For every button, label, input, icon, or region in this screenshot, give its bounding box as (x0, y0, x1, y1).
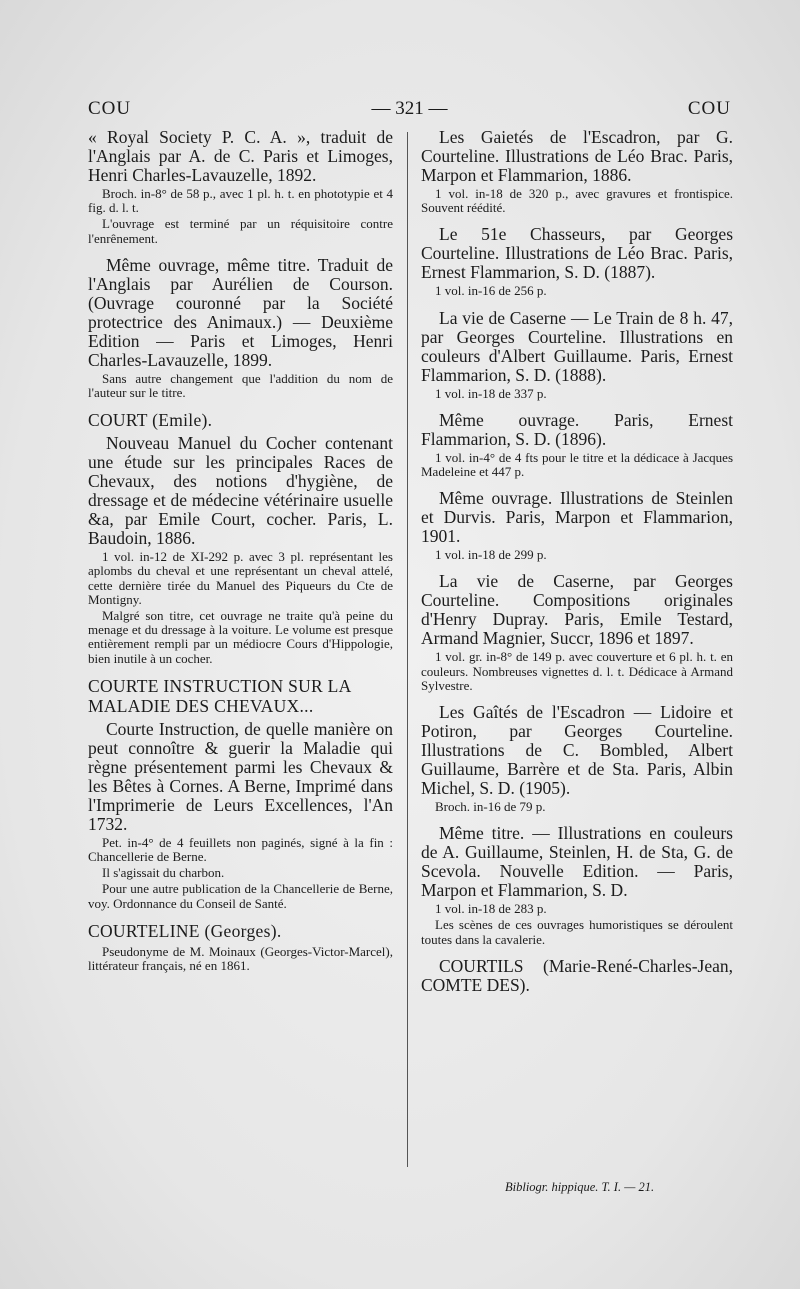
right-column (421, 128, 733, 1005)
entry-note: 1 vol. gr. in-8° de 149 p. avec couverture et 6 pl. h. t. en couleurs. Nombreuses vignettes d. l. t. Dédicace à Armand Sylvestre. (421, 649, 733, 693)
entry-text: Les Gaîtés de l'Escadron — Lidoire et Potiron, par Georges Courteline. Illustrations de C. Bombled, Albert Guillaume, Barrère et de Sta. Paris, Albin Michel, S. D. (1905). (421, 702, 733, 799)
entry-vie-de-caserne-train (421, 309, 733, 401)
entry-gaietes-1886 (421, 128, 733, 215)
entry-51e-chasseurs (421, 225, 733, 298)
entry-text: Le 51e Chasseurs, par Georges Courteline. Illustrations de Léo Brac. Paris, Ernest Flammarion, S. D. (1887). (421, 224, 733, 283)
entry-courteline (88, 921, 393, 973)
entry-courte-instruction (88, 676, 393, 911)
author-heading: COURTILS (Marie-René-Charles-Jean, COMTE DES). (421, 955, 733, 995)
entry-text: Nouveau Manuel du Cocher contenant une étude sur les principales Races de Chevaux, des notions d'hygiène, de dressage et de médecine vétérinaire usuelle &a, par Emile Court, cocher. Paris, L. Baudoin, 1886. (88, 433, 393, 549)
entry-note: 1 vol. in-4° de 4 fts pour le titre et la dédicace à Jacques Madeleine et 447 p. (421, 449, 733, 480)
entry-vie-de-caserne-dupray (421, 572, 733, 693)
entry-text: Même ouvrage. Illustrations de Steinlen et Durvis. Paris, Marpon et Flammarion, 1901. (421, 488, 733, 547)
author-heading: COURTELINE (Georges). (88, 920, 282, 941)
header-right: COU (687, 98, 731, 119)
entry-note: 1 vol. in-18 de 299 p. (435, 547, 547, 563)
entry-note: 1 vol. in-18 de 320 p., avec gravures et frontispice. Souvent réédité. (421, 186, 733, 216)
entry-note: Malgré son titre, cet ouvrage ne traite qu'à peine du menage et du dressage à la voiture. Le volume est presque entièrement rempli par un médiocre Cours d'Hippologie, bien inutile à un cocher. (88, 608, 393, 666)
entry-text: Même ouvrage, même titre. Traduit de l'Anglais par Aurélien de Courson. (Ouvrage couronné par la Société protectrice des Animaux.) — Deuxième Edition — Paris et Limoges, Henri Charles-Lavauzelle, 1899. (88, 254, 393, 370)
entry-text: « Royal Society P. C. A. », traduit de l'Anglais par A. de C. Paris et Limoges, Henri Charles-Lavauzelle, 1892. (88, 127, 393, 185)
running-header (88, 98, 731, 128)
entry-note: 1 vol. in-12 de XI-292 p. avec 3 pl. représentant les aplombs du cheval et une représentant un cheval attelé, cette dernière tirée du Manuel des Piqueurs du Cte de Montigny. (88, 549, 393, 607)
entry-note: Pseudonyme de M. Moinaux (Georges-Victor-Marcel), littérateur français, né en 1861. (88, 943, 393, 974)
author-heading: COURT (Emile). (88, 410, 213, 431)
entry-court-emile (88, 410, 393, 666)
entry-courtils (421, 957, 733, 995)
entry-note: Il s'agissait du charbon. (102, 865, 225, 881)
entry-note: Sans autre changement que l'addition du nom de l'auteur sur le titre. (88, 370, 393, 401)
entry-text: Même titre. — Illustrations en couleurs de A. Guillaume, Steinlen, H. de Sta, G. de Scevola. Nouvelle Edition. — Paris, Marpon et Flammarion, S. D. (421, 823, 733, 901)
header-left: COU (88, 98, 132, 119)
entry-note: Pet. in-4° de 4 feuillets non paginés, signé à la fin : Chancellerie de Berne. (88, 834, 393, 865)
entry-note: Pour une autre publication de la Chancellerie de Berne, voy. Ordonnance du Conseil de Santé. (88, 881, 393, 911)
author-heading: COURTE INSTRUCTION SUR LA MALADIE DES CHEVAUX... (88, 675, 351, 716)
entry-text: Courte Instruction, de quelle manière on peut connoître & guerir la Maladie qui règne présentement parmi les Chevaux & les Bêtes à Cornes. A Berne, Imprimé dans l'Imprimerie de Leurs Excellences, l'An 1732. (88, 718, 393, 834)
entry-gaites-lidoire (421, 703, 733, 814)
entry-meme-titre (421, 824, 733, 947)
entry-note: 1 vol. in-18 de 337 p. (435, 385, 547, 401)
entry-text: La vie de Caserne, par Georges Courteline. Compositions originales d'Henry Dupray. Paris, Emile Testard, Armand Magnier, Succr, 1896 et 1897. (421, 571, 733, 649)
entry-note: Broch. in-16 de 79 p. (435, 799, 546, 815)
entry-note: 1 vol. in-16 de 256 p. (435, 283, 547, 299)
left-column (88, 128, 393, 983)
entry-text: Les Gaietés de l'Escadron, par G. Courteline. Illustrations de Léo Brac. Paris, Marpon et Flammarion, 1886. (421, 127, 733, 185)
entry-royal-society (88, 128, 393, 246)
page-footer: Bibliogr. hippique. T. I. — 21. (505, 1180, 655, 1194)
entry-text: Même ouvrage. Paris, Ernest Flammarion, S. D. (1896). (421, 409, 733, 449)
entry-note: 1 vol. in-18 de 283 p. (435, 901, 547, 917)
entry-text: La vie de Caserne — Le Train de 8 h. 47, par Georges Courteline. Illustrations en couleurs d'Albert Guillaume. Paris, Ernest Flammarion, S. D. (1888). (421, 307, 733, 385)
entry-meme-ouvrage-1901 (421, 489, 733, 562)
page-number: — 321 — (371, 98, 448, 119)
entry-note: Broch. in-8° de 58 p., avec 1 pl. h. t. en phototypie et 4 fig. d. l. t. (88, 186, 393, 216)
entry-note: L'ouvrage est terminé par un réquisitoire contre l'enrênement. (88, 216, 393, 246)
column-divider (407, 132, 408, 1167)
entry-meme-ouvrage-1896 (421, 411, 733, 479)
entry-note: Les scènes de ces ouvrages humoristiques se déroulent toutes dans la cavalerie. (421, 917, 733, 947)
entry-meme-ouvrage-1899 (88, 256, 393, 400)
